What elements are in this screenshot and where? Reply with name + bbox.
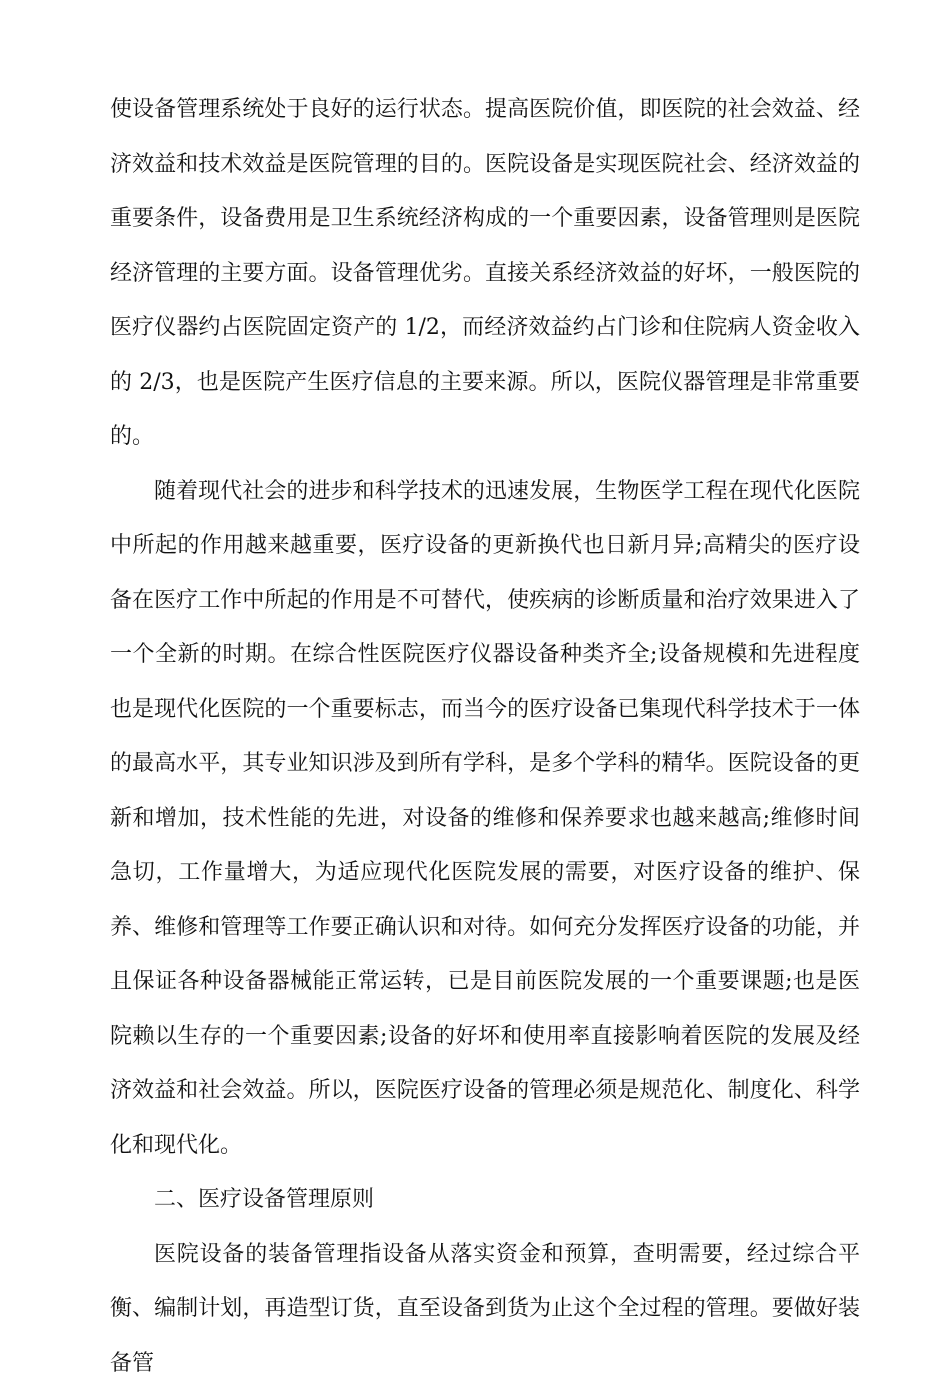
section-heading-principles: 二、医疗设备管理原则 [110,1173,860,1228]
paragraph-equipment-value: 使设备管理系统处于良好的运行状态。提高医院价值，即医院的社会效益、经济效益和技术效益是医院管理的目的。医院设备是实现医院社会、经济效益的重要条件，设备费用是卫生系统经济构成的一个重要因素，设备管理则是医院经济管理的主要方面。设备管理优劣。直接关系经济效益的好坏，一般医院的医疗仪器约占医院固定资产的 1/2，而经济效益约占门诊和住院病人资金收入的 2/3，也是医院产生医疗信息的主要来源。所以，医院仪器管理是非常重要的。 [110,83,860,465]
paragraph-modern-development: 随着现代社会的进步和科学技术的迅速发展，生物医学工程在现代化医院中所起的作用越来越重要，医疗设备的更新换代也日新月异;高精尖的医疗设备在医疗工作中所起的作用是不可替代，使疾病的诊断质量和治疗效果进入了一个全新的时期。在综合性医院医疗仪器设备种类齐全;设备规模和先进程度也是现代化医院的一个重要标志，而当今的医疗设备已集现代科学技术于一体的最高水平，其专业知识涉及到所有学科，是多个学科的精华。医院设备的更新和增加，技术性能的先进，对设备的维修和保养要求也越来越高;维修时间急切，工作量增大，为适应现代化医院发展的需要，对医疗设备的维护、保养、维修和管理等工作要正确认识和对待。如何充分发挥医疗设备的功能，并且保证各种设备器械能正常运转，已是目前医院发展的一个重要课题;也是医院赖以生存的一个重要因素;设备的好坏和使用率直接影响着医院的发展及经济效益和社会效益。所以，医院医疗设备的管理必须是规范化、制度化、科学化和现代化。 [110,465,860,1174]
paragraph-equipment-procurement: 医院设备的装备管理指设备从落实资金和预算，查明需要，经过综合平衡、编制计划，再造型订货，直至设备到货为止这个全过程的管理。要做好装备管 [110,1228,860,1391]
document-page [110,83,860,1391]
